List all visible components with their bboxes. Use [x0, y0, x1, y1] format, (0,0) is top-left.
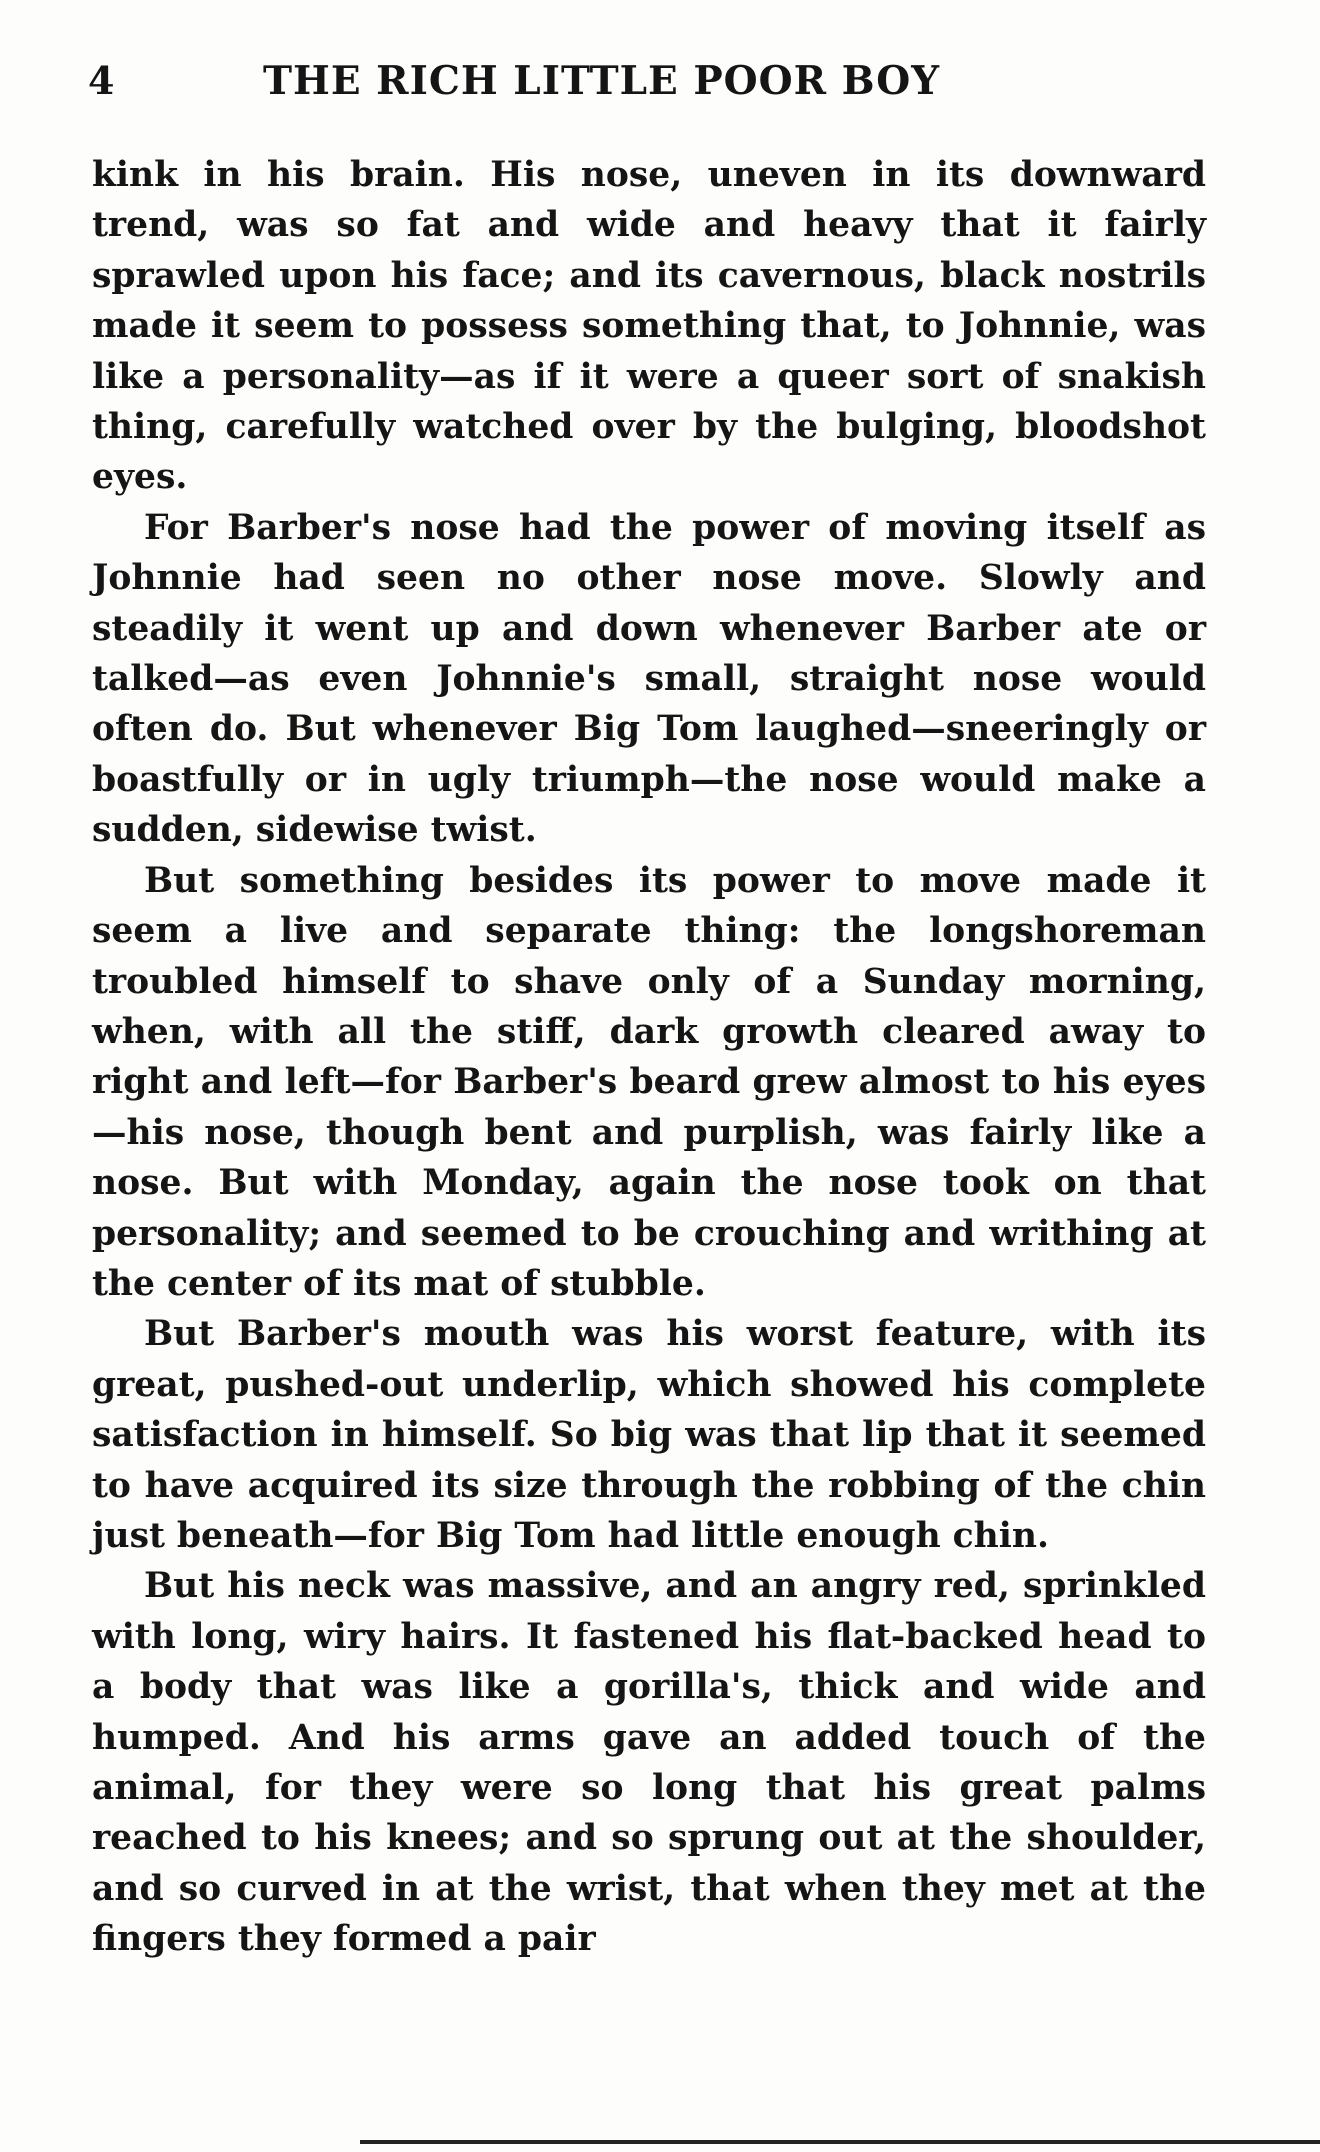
bottom-edge-rule	[360, 2140, 1320, 2144]
paragraph: But his neck was massive, and an angry red, sprinkled with long, wiry hairs. It fastened his flat-backed head to a body that was like a gorilla's, thick and wide and humped. And his arms gave an added touch of the animal, for they were so long that his great palms reached to his knees; and so sprung out at the shoulder, and so curved in at the wrist, that when they met at the fingers they formed a pair	[92, 1566, 1206, 1960]
page-number: 4	[88, 58, 115, 103]
page-header	[88, 58, 1208, 118]
running-head: THE RICH LITTLE POOR BOY	[263, 58, 941, 104]
paragraph: But something besides its power to move made it seem a live and separate thing: the longshoreman troubled himself to shave only of a Sunday morning, when, with all the stiff, dark growth cleared away to right and left—for Barber's beard grew almost to his eyes—his nose, though bent and purplish, was fairly like a nose. But with Monday, again the nose took on that personality; and seemed to be crouching and writhing at the center of its mat of stubble.	[92, 860, 1206, 1304]
paragraph: kink in his brain. His nose, uneven in its downward trend, was so fat and wide and heavy that it fairly sprawled upon his face; and its cavernous, black nostrils made it seem to possess something that, to Johnnie, was like a personality—as if it were a queer sort of snakish thing, carefully watched over by the bulging, bloodshot eyes.	[92, 155, 1206, 498]
paragraph: For Barber's nose had the power of moving itself as Johnnie had seen no other nose move. Slowly and steadily it went up and down whenever Barber ate or talked—as even Johnnie's small, straight nose would often do. But whenever Big Tom laughed—sneeringly or boastfully or in ugly triumph—the nose would make a sudden, sidewise twist.	[92, 507, 1206, 851]
paragraph: But Barber's mouth was his worst feature, with its great, pushed-out underlip, which showed his complete satisfaction in himself. So big was that lip that it seemed to have acquired its size through the robbing of the chin just beneath—for Big Tom had little enough chin.	[92, 1314, 1206, 1556]
body-text	[92, 150, 1206, 1965]
